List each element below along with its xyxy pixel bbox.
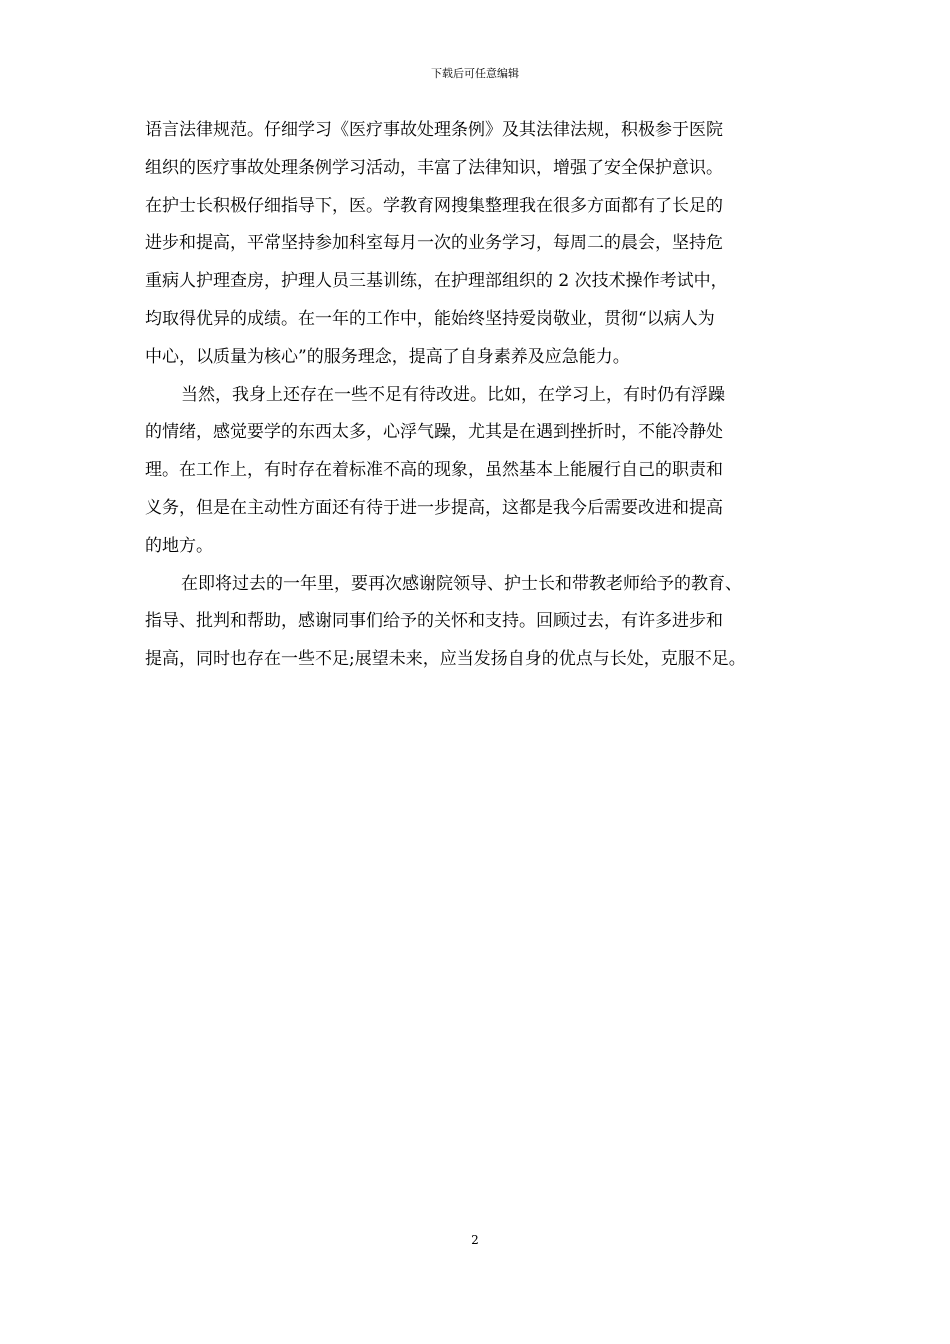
text-line: 当然，我身上还存在一些不足有待改进。比如，在学习上，有时仍有浮躁 [181, 384, 725, 405]
text-line: 指导、批判和帮助，感谢同事们给予的关怀和支持。回顾过去，有许多进步和 [145, 611, 723, 632]
text-line: 语言法律规范。仔细学习《医疗事故处理条例》及其法律法规，积极参于医院 [145, 120, 723, 140]
text-line: 均取得优异的成绩。在一年的工作中，能始终坚持爱岗敬业，贯彻“以病人为 [145, 308, 715, 329]
page-number: 2 [471, 1233, 479, 1247]
paragraph-1 [145, 112, 825, 377]
text-line: 的情绪，感觉要学的东西太多，心浮气躁，尤其是在遇到挫折时，不能冷静处 [145, 422, 723, 443]
text-line: 的地方。 [145, 535, 213, 556]
text-line: 进步和提高，平常坚持参加科室每月一次的业务学习，每周二的晨会，坚持危 [145, 233, 723, 254]
text-line: 在即将过去的一年里，要再次感谢院领导、护士长和带教老师给予的教育、 [181, 573, 742, 594]
text-line: 提高，同时也存在一些不足;展望未来，应当发扬自身的优点与长处，克服不足。 [145, 649, 746, 670]
text-line: 理。在工作上，有时存在着标准不高的现象，虽然基本上能履行自己的职责和 [145, 460, 723, 481]
document-body [145, 112, 825, 679]
text-line: 组织的医疗事故处理条例学习活动，丰富了法律知识，增强了安全保护意识。 [145, 157, 723, 178]
paragraph-2 [145, 377, 825, 566]
page-header: 下载后可任意编辑 [431, 67, 519, 80]
paragraph-3 [145, 566, 825, 679]
text-line: 在护士长积极仔细指导下，医。学教育网搜集整理我在很多方面都有了长足的 [145, 195, 723, 216]
text-line: 义务，但是在主动性方面还有待于进一步提高，这都是我今后需要改进和提高 [145, 497, 723, 518]
text-line: 中心，以质量为核心”的服务理念，提高了自身素养及应急能力。 [145, 346, 630, 367]
text-line: 重病人护理查房，护理人员三基训练，在护理部组织的 2 次技术操作考试中， [145, 271, 728, 292]
